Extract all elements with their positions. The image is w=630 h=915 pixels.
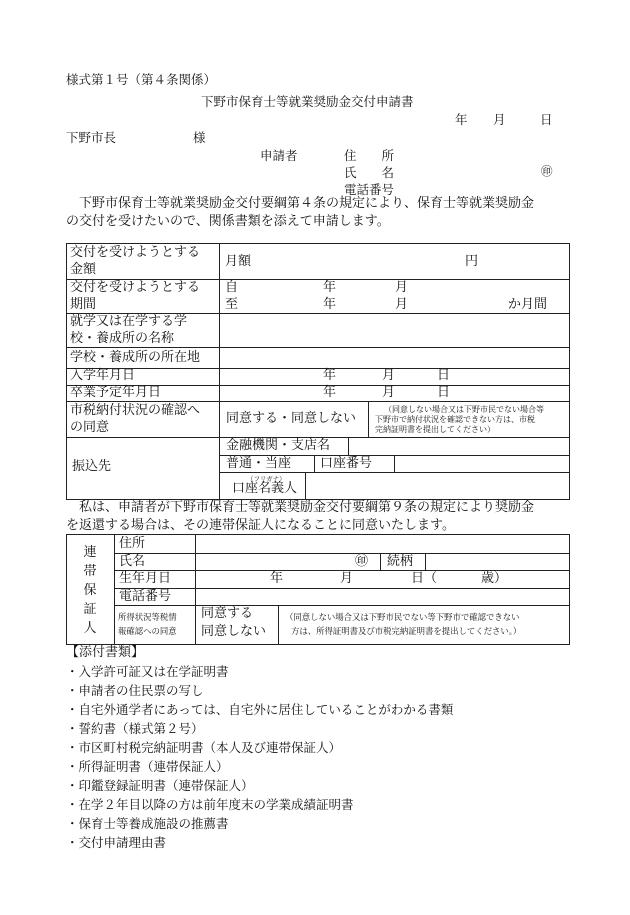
honorific: 様: [193, 130, 206, 145]
disagree-option[interactable]: 同意しない: [201, 624, 267, 639]
guarantor-phone-label: 電話番号: [119, 589, 172, 604]
account-holder-label: 口座名義人: [232, 481, 298, 496]
column-divider: [114, 534, 115, 644]
from-month: 月: [395, 280, 409, 295]
column-divider: [195, 534, 196, 644]
birth-month: 月: [340, 571, 354, 586]
enroll-label: 入学年月日: [70, 368, 136, 383]
row-divider: [114, 605, 569, 606]
to-month: 月: [395, 297, 409, 312]
intro-line-2: の交付を受けたいので、関係書類を添えて申請します。: [66, 214, 390, 229]
column-divider: [394, 455, 395, 472]
form-number: 様式第１号（第４条関係）: [66, 72, 217, 87]
attachment-item: ・交付申請理由書: [66, 835, 167, 850]
bank-branch-label: 金融機関・支店名: [226, 438, 331, 453]
agree-option[interactable]: 同意する: [201, 606, 254, 621]
column-divider: [425, 553, 426, 570]
guarantor-birth-label: 生年月日: [119, 571, 172, 586]
side-char: 帯: [83, 564, 97, 579]
account-number-label: 口座番号: [320, 456, 373, 471]
guarantor-seal: ㊞: [355, 554, 369, 569]
birth-day: 日（: [411, 571, 438, 586]
enroll-month: 月: [382, 368, 396, 383]
school-label-1: 就学又は在学する学: [70, 314, 188, 329]
tax-note-1: （同意しない場合又は下野市民でない場合等: [384, 405, 544, 414]
row-divider: [114, 588, 569, 589]
tax-consent-label-2: の同意: [70, 420, 110, 435]
column-divider: [305, 472, 306, 499]
date-day-label: 日: [540, 112, 553, 127]
side-char: 連: [83, 545, 97, 560]
seal-mark: ㊞: [541, 164, 553, 178]
consent-label-2: 報確認への同意: [118, 626, 177, 636]
row-divider: [114, 553, 569, 554]
date-year-label: 年: [455, 112, 468, 127]
age-label: 歳）: [481, 571, 508, 586]
monthly-label: 月額: [225, 254, 252, 269]
attachment-item: ・所得証明書（連帯保証人）: [66, 759, 229, 774]
attachment-item: ・市区町村税完納証明書（本人及び連帯保証人）: [66, 740, 342, 755]
period-label-2: 期間: [70, 297, 97, 312]
location-label: 学校・養成所の所在地: [70, 350, 201, 365]
to-year: 年: [323, 297, 337, 312]
applicant-phone-label: 電話番号: [344, 182, 395, 197]
graduation-label: 卒業予定年月日: [70, 385, 162, 400]
attachment-item: ・誓約書（様式第２号）: [66, 721, 204, 736]
tax-consent-label-1: 市税納付状況の確認へ: [70, 403, 201, 418]
period-to: 至: [225, 297, 239, 312]
relation-label: 続柄: [387, 554, 414, 569]
amount-label-1: 交付を受けようとする: [70, 245, 201, 260]
enroll-day: 日: [437, 368, 451, 383]
attachments-heading: 【添付書類】: [66, 645, 145, 660]
holder-ruby: （フリガナ）: [247, 475, 286, 483]
attachment-item: ・印鑑登録証明書（連帯保証人）: [66, 778, 254, 793]
column-divider: [219, 243, 220, 499]
enroll-year: 年: [323, 368, 337, 383]
months-total: か月間: [508, 297, 548, 312]
row-divider: [66, 368, 569, 369]
column-divider: [314, 455, 315, 472]
consent-label-1: 所得状況等税情: [118, 612, 177, 622]
birth-year: 年: [270, 571, 284, 586]
date-month-label: 月: [493, 112, 506, 127]
column-divider: [348, 437, 349, 455]
guarantor-side-label: [81, 543, 99, 638]
column-divider: [368, 401, 369, 437]
account-type-options[interactable]: 普通・当座: [226, 456, 292, 471]
document-title: 下野市保育士等就業奨励金交付申請書: [201, 94, 414, 109]
guarantor-intro-line-2: を返還する場合は、その連帯保証人になることに同意いたします。: [66, 518, 455, 533]
guarantor-note-1: （同意しない場合又は下野市民でない等下野市で確認できない: [285, 612, 520, 622]
guarantor-intro-line-1: 私は、申請者が下野市保育士等就業奨励金交付要綱第９条の規定により奨励金: [66, 500, 535, 515]
guarantor-note-2: 方は、所得証明書及び市税完納証明書を提出してください。）: [291, 626, 522, 636]
transfer-label: 振込先: [72, 459, 112, 474]
amount-label-2: 金額: [70, 262, 97, 277]
applicant-label: 申請者: [260, 148, 298, 163]
grad-month: 月: [382, 385, 396, 400]
attachment-item: ・申請者の住民票の写し: [66, 683, 204, 698]
column-divider: [380, 553, 381, 570]
column-divider: [278, 605, 279, 644]
grad-day: 日: [437, 385, 451, 400]
period-from: 自: [225, 280, 239, 295]
guarantor-address-label: 住所: [119, 536, 146, 551]
tax-consent-options[interactable]: 同意する・同意しない: [226, 411, 357, 426]
intro-line-1: 下野市保育士等就業奨励金交付要綱第４条の規定により、保育士等就業奨励金: [66, 196, 535, 211]
attachment-item: ・自宅外通学者にあっては、自宅外に居住していることがわかる書類: [66, 702, 454, 717]
applicant-name-label: 氏 名: [344, 165, 395, 180]
attachment-item: ・在学２年目以降の方は前年度末の学業成績証明書: [66, 797, 354, 812]
yen-label: 円: [465, 254, 479, 269]
guarantor-name-label: 氏名: [119, 554, 146, 569]
period-label-1: 交付を受けようとする: [70, 280, 201, 295]
side-char: 保: [83, 583, 97, 598]
school-label-2: 校・養成所の名称: [70, 331, 175, 346]
addressee: 下野市長: [66, 130, 117, 145]
side-char: 証: [83, 602, 97, 617]
attachment-item: ・保育士等養成施設の推薦書: [66, 816, 229, 831]
grad-year: 年: [323, 385, 337, 400]
side-char: 人: [83, 621, 97, 636]
from-year: 年: [323, 280, 337, 295]
tax-note-3: 完納証明書を提出してください）: [375, 425, 495, 434]
applicant-address-label: 住 所: [344, 148, 395, 163]
tax-note-2: 下野市で納付状況を確認できない方は、市税: [375, 415, 535, 424]
attachment-item: ・入学許可証又は在学証明書: [66, 664, 229, 679]
